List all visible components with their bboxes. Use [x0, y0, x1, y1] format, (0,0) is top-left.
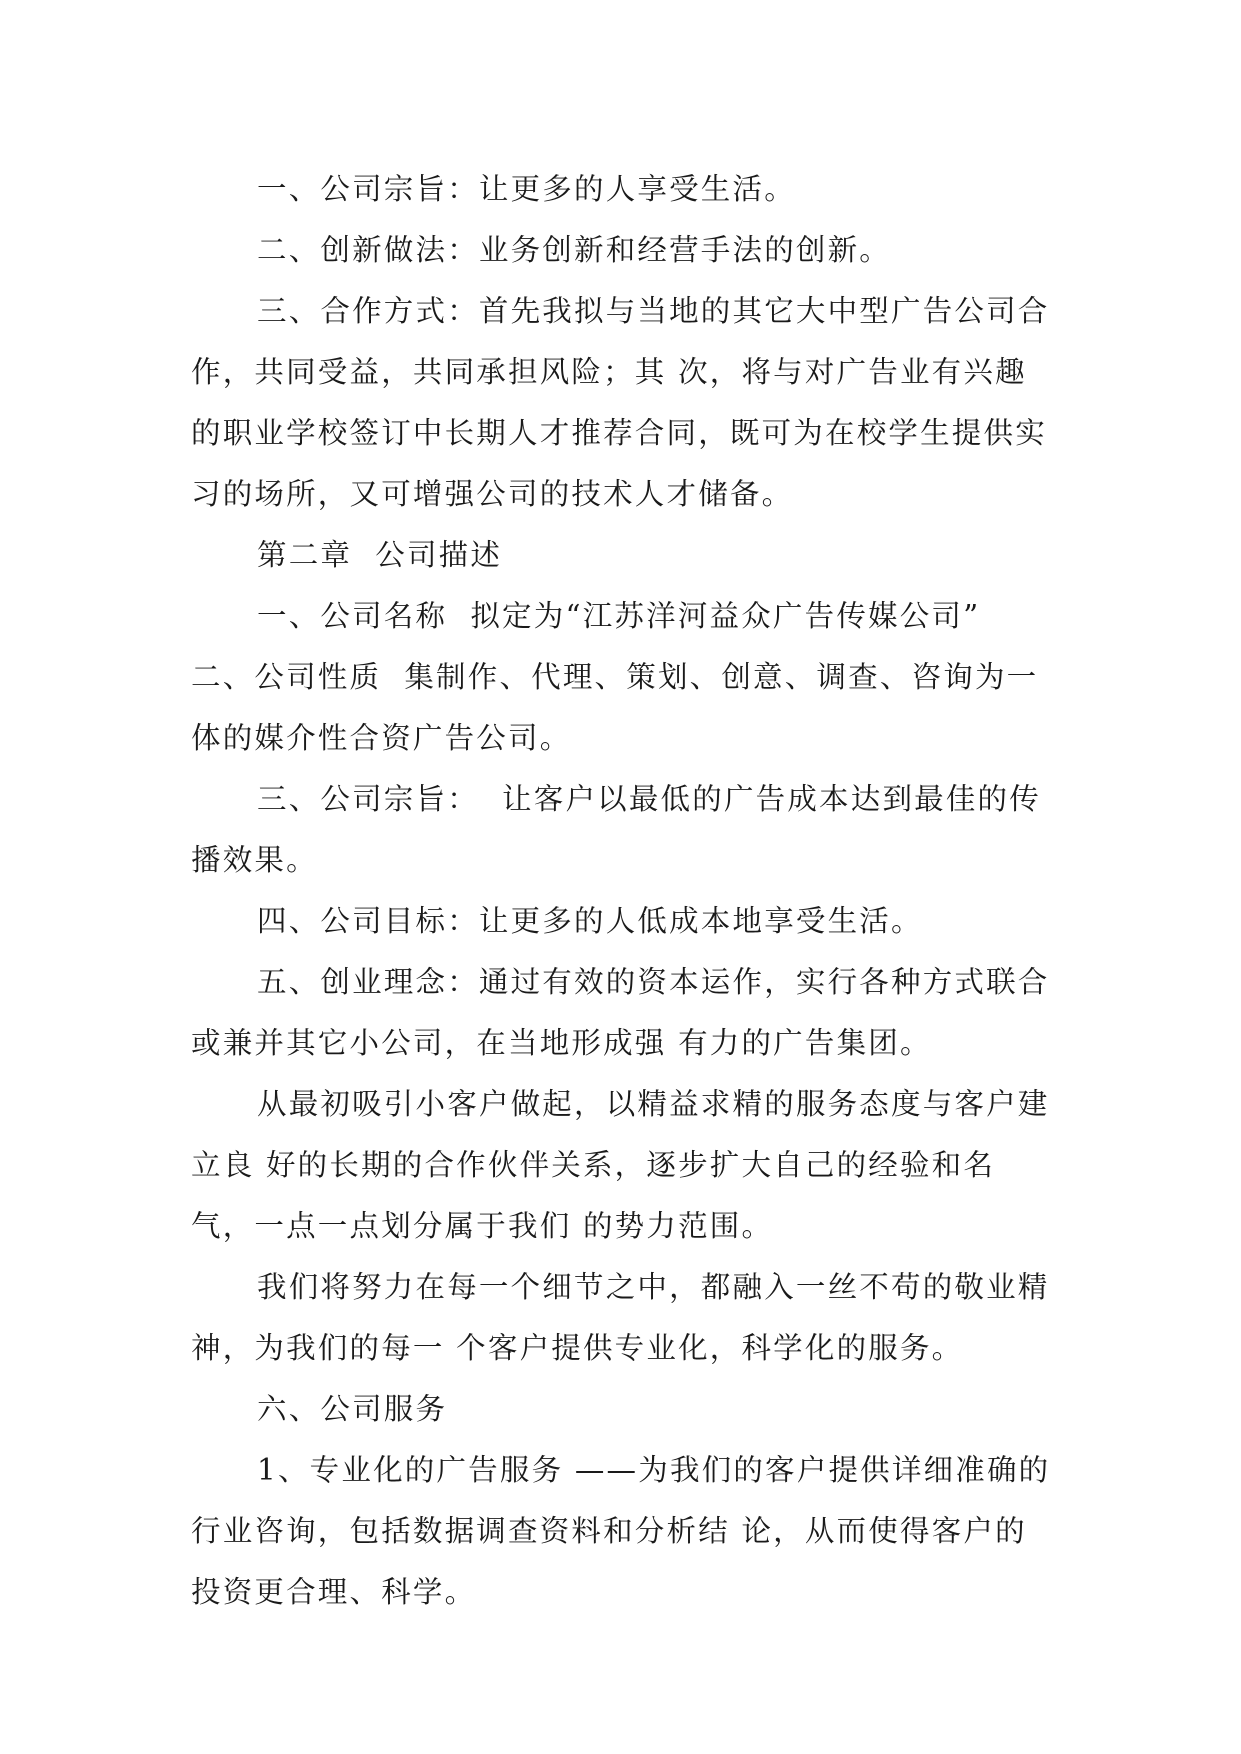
- paragraph-innovation: 二、创新做法：业务创新和经营手法的创新。: [257, 233, 892, 267]
- paragraph-company-tenet: 三、公司宗旨： 让客户以最低的广告成本达到最佳的传播效果。: [191, 782, 1041, 877]
- paragraph-dedication: 我们将努力在每一个细节之中，都融入一丝不苟的敬业精神，为我们的每一 个客户提供专业化，科学化的服务。: [191, 1270, 1050, 1365]
- paragraph-cooperation: 三、合作方式：首先我拟与当地的其它大中型广告公司合作，共同受益，共同承担风险；其 次，将与对广告业有兴趣的职业学校签订中长期人才推荐合同，既可为在校学生提供实习的场所，又可增强公司的技术人才储备。: [191, 294, 1050, 511]
- paragraph-company-purpose: 一、公司宗旨：让更多的人享受生活。: [257, 172, 796, 206]
- section-heading-services: 六、公司服务: [257, 1392, 448, 1426]
- paragraph-company-nature: 二、公司性质 集制作、代理、策划、创意、调查、咨询为一体的媒介性合资广告公司。: [191, 660, 1039, 755]
- paragraph-advertising-service: 1、专业化的广告服务 ——为我们的客户提供详细准确的行业咨询，包括数据调查资料和分析结 论，从而使得客户的投资更合理、科学。: [191, 1453, 1051, 1609]
- paragraph-company-goal: 四、公司目标：让更多的人低成本地享受生活。: [257, 904, 923, 938]
- chapter-heading: 第二章 公司描述: [257, 538, 503, 572]
- document-body: [191, 159, 1051, 1623]
- paragraph-company-name: 一、公司名称 拟定为“江苏洋河益众广告传媒公司”: [257, 599, 981, 633]
- paragraph-client-growth: 从最初吸引小客户做起，以精益求精的服务态度与客户建立良 好的长期的合作伙伴关系，逐步扩大自己的经验和名气，一点一点划分属于我们 的势力范围。: [191, 1087, 1050, 1243]
- paragraph-business-philosophy: 五、创业理念：通过有效的资本运作，实行各种方式联合或兼并其它小公司，在当地形成强 有力的广告集团。: [191, 965, 1050, 1060]
